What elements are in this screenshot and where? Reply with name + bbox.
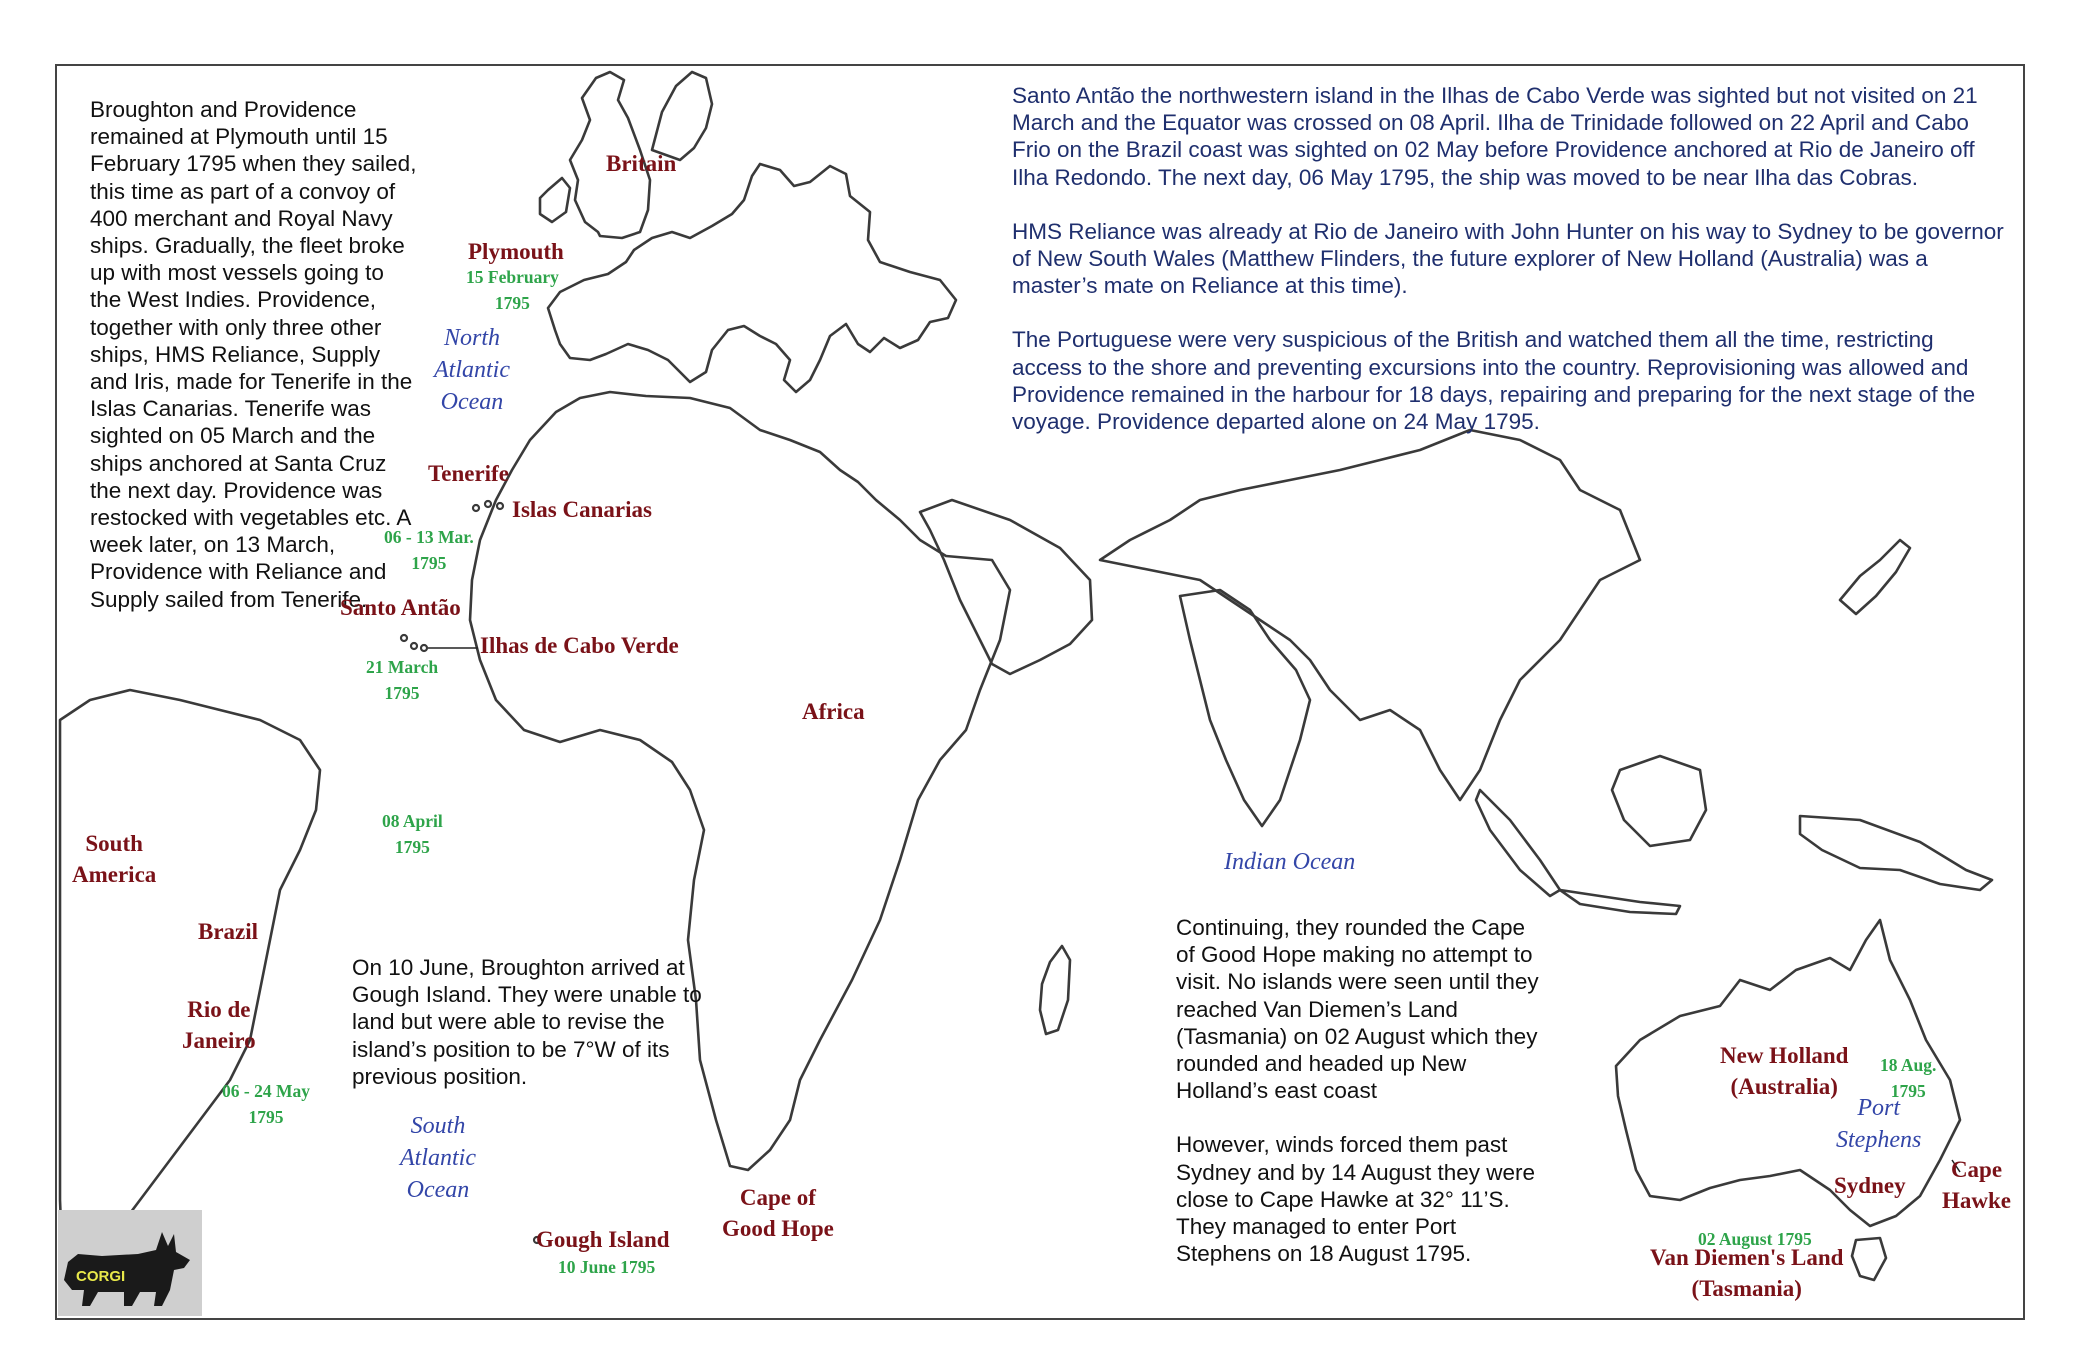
van-diemens-land-label: Van Diemen's Land (Tasmania) bbox=[1650, 1245, 1844, 1301]
rio-paragraph-1: Santo Antão the northwestern island in the Ilhas de Cabo Verde was sighted but not visited on 21 March and the Equator was crossed on 08 April. Ilha de Trinidade followed on 22 April and Cabo Frio on the Brazil coast was sighted on 02 May before Providence anchored at Rio de Janeiro off Ilha Redondo. The next day, 06 May 1795, the ship was moved to be near Ilha das Cobras. bbox=[1012, 83, 1978, 190]
indian-ocean-label: Indian Ocean bbox=[1224, 849, 1356, 875]
cabo-verde-island bbox=[401, 635, 407, 641]
britain-label: Britain bbox=[606, 151, 677, 176]
cape-to-port-stephens-panel bbox=[1176, 914, 1546, 1294]
rio-date: 06 - 24 May 1795 bbox=[222, 1081, 310, 1127]
japan-coastline bbox=[1840, 540, 1910, 614]
plymouth-to-tenerife-panel: Broughton and Providence remained at Plymouth until 15 February 1795 when they sailed, this time as part of a convoy of 400 merchant and Royal Navy ships. Gradually, the fleet broke up with most vessels going to the West Indies. Providence, together with only three other ships, HMS Reliance, Supply and Iris, made for Tenerife in the Islas Canarias. Tenerife was sighted on 05 March and the ships anchored at Santa Cruz the next day. Providence was restocked with vegetables etc. A week later, on 13 March, Providence with Reliance and Supply sailed from Tenerife. bbox=[90, 97, 417, 612]
cape-paragraph-2: However, winds forced them past Sydney and by 14 August they were close to Cape Hawke at 32° 11’S. They managed to enter Port Stephens on 18 August 1795. bbox=[1176, 1132, 1535, 1267]
arabia-coastline bbox=[920, 500, 1092, 674]
tenerife-island bbox=[473, 505, 479, 511]
canary-island bbox=[497, 503, 503, 509]
cabo-verde-label: Ilhas de Cabo Verde bbox=[480, 633, 679, 658]
tasmania-coastline bbox=[1852, 1238, 1886, 1280]
cabo-verde-island bbox=[421, 645, 427, 651]
rio-paragraph-2: HMS Reliance was already at Rio de Janeiro with John Hunter on his way to Sydney to be governor of New South Wales (Matthew Flinders, the future explorer of New Holland (Australia) was a master’s mate on Reliance at this time). bbox=[1012, 218, 2004, 299]
corgi-dog-icon bbox=[58, 1210, 202, 1316]
java-coastline bbox=[1560, 890, 1680, 914]
south-america-coastline bbox=[60, 690, 320, 1270]
rio-de-janeiro-label: Rio de Janeiro bbox=[182, 997, 256, 1053]
equator-date: 08 April 1795 bbox=[382, 811, 443, 857]
madagascar-coastline bbox=[1040, 946, 1070, 1034]
south-america-label: South America bbox=[72, 831, 157, 887]
corgi-logo bbox=[58, 1210, 202, 1316]
north-atlantic-label: North Atlantic Ocean bbox=[434, 325, 510, 415]
tenerife-label: Tenerife bbox=[428, 461, 509, 486]
canary-island bbox=[485, 501, 491, 507]
new-guinea-coastline bbox=[1800, 816, 1992, 890]
plymouth-date: 15 February 1795 bbox=[466, 267, 559, 313]
gough-date: 10 June 1795 bbox=[558, 1257, 656, 1277]
gough-island-panel: On 10 June, Broughton arrived at Gough Island. They were unable to land but were able to revise the island’s position to be 7°W of its previous position. bbox=[352, 955, 702, 1089]
sumatra-coastline bbox=[1476, 790, 1560, 896]
new-holland-label: New Holland (Australia) bbox=[1720, 1043, 1849, 1099]
port-stephens-label: Port Stephens bbox=[1836, 1095, 1922, 1153]
cabo-verde-island bbox=[411, 643, 417, 649]
plymouth-label: Plymouth bbox=[468, 239, 564, 264]
islas-canarias-label: Islas Canarias bbox=[512, 497, 652, 522]
asia-coastline bbox=[1100, 430, 1640, 800]
sydney-label: Sydney bbox=[1834, 1173, 1906, 1198]
rio-paragraph-3: The Portuguese were very suspicious of the British and watched them all the time, restricting access to the shore and preventing excursions into the country. Reprovisioning was allowed and Providence remained in the harbour for 18 days, repairing and preparing for the next stage of the voyage. Providence departed alone on 24 May 1795. bbox=[1012, 327, 1976, 435]
europe-coastline bbox=[548, 164, 956, 392]
cabo-verde-date: 21 March 1795 bbox=[366, 657, 439, 703]
south-atlantic-label: South Atlantic Ocean bbox=[400, 1113, 476, 1203]
gough-island-label: Gough Island bbox=[536, 1227, 670, 1252]
africa-label: Africa bbox=[802, 699, 865, 724]
logo-text: CORGI bbox=[76, 1268, 126, 1285]
brazil-label: Brazil bbox=[198, 919, 259, 944]
india-coastline bbox=[1180, 590, 1310, 826]
rio-de-janeiro-panel bbox=[1012, 82, 2008, 462]
borneo-coastline bbox=[1612, 756, 1706, 846]
ireland-coastline bbox=[540, 178, 570, 222]
cape-paragraph-1: Continuing, they rounded the Cape of Good Hope making no attempt to visit. No islands were seen until they reached Van Diemen’s Land (Tasmania) on 02 August which they rounded and headed up New Holland’s east coast bbox=[1176, 915, 1539, 1104]
tasmania-date: 02 August 1795 bbox=[1698, 1229, 1812, 1249]
tenerife-date: 06 - 13 Mar. 1795 bbox=[384, 527, 474, 573]
santo-antao-label: Santo Antão bbox=[340, 595, 461, 620]
cape-hawke-label: Cape Hawke bbox=[1942, 1157, 2011, 1213]
scandinavia-coastline bbox=[652, 72, 712, 160]
port-stephens-date: 18 Aug. 1795 bbox=[1880, 1055, 1937, 1101]
cape-of-good-hope-label: Cape of Good Hope bbox=[722, 1185, 834, 1241]
